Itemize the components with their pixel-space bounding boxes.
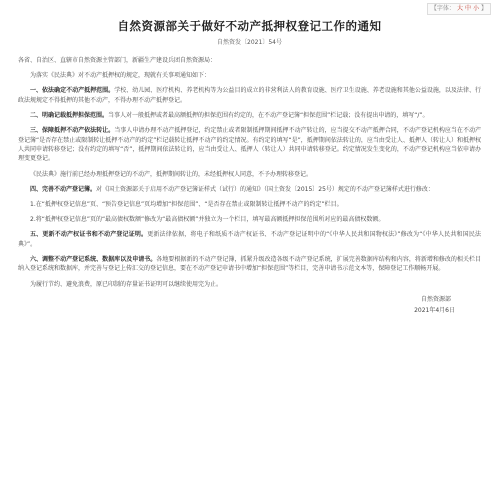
section-3-body: 当事人申请办理不动产抵押登记，约定禁止或者限制抵押期间抵押不动产转让的，应当提交不动产抵押合同，不动产登记机构应当在不动产登记簿“是否存在禁止或限制转让抵押不动产的约定”栏记载转让抵押不动产的约定情况。有约定的填写“是”，抵押期间依法转让的，应当由受让人、抵押人（转让人）和抵押权人共同申请转移登记；没有约定的填写“否”，抵押期间依法转让的，应当由受让人、抵押人（转让人）共同申请转移登记。约定情况发生变化的，不动产登记机构应当依申请办理变更登记。 [18, 127, 481, 163]
section-6 [18, 255, 481, 274]
section-1-heading: 一、依法确定不动产抵押范围。 [30, 87, 115, 95]
document-title: 自然资源部关于做好不动产抵押权登记工作的通知 [117, 19, 382, 33]
section-2 [18, 111, 481, 120]
section-4-item-2: 2.将“抵押权登记信息”页的“最高债权数额”修改为“最高债权额”并独立为一个栏目，填写最高额抵押担保范围所对应的最高债权数额。 [30, 216, 385, 224]
section-1-body: 学校、幼儿园、医疗机构、养老机构等为公益目的成立的非营利法人的教育设施、医疗卫生设施、养老设施和其他公益设施，以及法律、行政法规规定不得抵押的其他不动产，不得办理不动产抵押登记。 [18, 87, 481, 104]
font-size-label: 【字体： [430, 5, 455, 12]
font-size-close: 】 [480, 5, 487, 12]
section-3-paragraph-2: 《民法典》施行前已经办理抵押登记的不动产，抵押期间转让的，未经抵押权人同意，不予办理转移登记。 [30, 170, 313, 178]
section-5-body: 更新法律依据，将电子和纸质不动产权证书、不动产登记证明中的“《中华人民共和国物权法》”修改为“《中华人民共和国民法典》”。 [18, 231, 481, 248]
section-4-item-1: 1.在“抵押权登记信息”页、“预告登记信息”页均增加“担保范围”、“是否存在禁止或限制转让抵押不动产的约定”栏目。 [30, 201, 343, 209]
closing-paragraph: 为履行节约、避免浪费，原已印制的存量证书证明可以继续使用完为止。 [30, 280, 223, 288]
section-3 [18, 126, 481, 164]
section-4-body: 对《国土资源部关于启用不动产登记簿证样式（试行）的通知》（国土资发〔2015〕25号）规定的不动产登记簿样式进行修改： [96, 185, 434, 193]
section-6-body: 各地要根据新的不动产登记簿，抓紧升级改造各级不动产登记系统，扩展完善数据库结构和内容，将新增和修改的相关栏目纳入登记系统和数据库，并完善与登记上传汇交的登记信息，要在不动产登记申请书中增加“担保范围”等栏目，完善申请书示范文本等，保障登记工作顺畅开展。 [18, 256, 481, 273]
section-5-heading: 五、更新不动产权证书和不动产登记证明。 [30, 231, 148, 239]
font-small-link[interactable]: 小 [472, 5, 479, 12]
section-6-heading: 六、调整不动产登记系统、数据库以及申请书。 [30, 256, 157, 264]
intro-paragraph: 为落实《民法典》对不动产抵押权的规定，现就有关事项通知如下： [30, 72, 211, 80]
document-number: 自然资发〔2021〕54号 [217, 39, 282, 46]
font-size-toolbar [427, 3, 491, 15]
issue-date: 2021年4月6日 [414, 307, 455, 315]
section-4 [18, 185, 481, 194]
section-2-body: 当事人对一般抵押或者最高额抵押的担保范围有约定的，在不动产登记簿“担保范围”栏记载；没有提出申请的，填写“/”。 [108, 112, 429, 120]
font-middle-link[interactable]: 中 [464, 5, 471, 12]
font-large-link[interactable]: 大 [456, 5, 463, 12]
section-4-heading: 四、完善不动产登记簿。 [30, 185, 97, 193]
addressee: 各省、自治区、直辖市自然资源主管部门，新疆生产建设兵团自然资源局： [18, 57, 217, 64]
section-5 [18, 230, 481, 249]
section-3-heading: 三、保障抵押不动产依法转让。 [30, 127, 115, 135]
issuer-signature: 自然资源部 [420, 295, 451, 303]
section-1 [18, 86, 481, 105]
section-2-heading: 二、明确记载抵押担保范围。 [30, 112, 109, 120]
